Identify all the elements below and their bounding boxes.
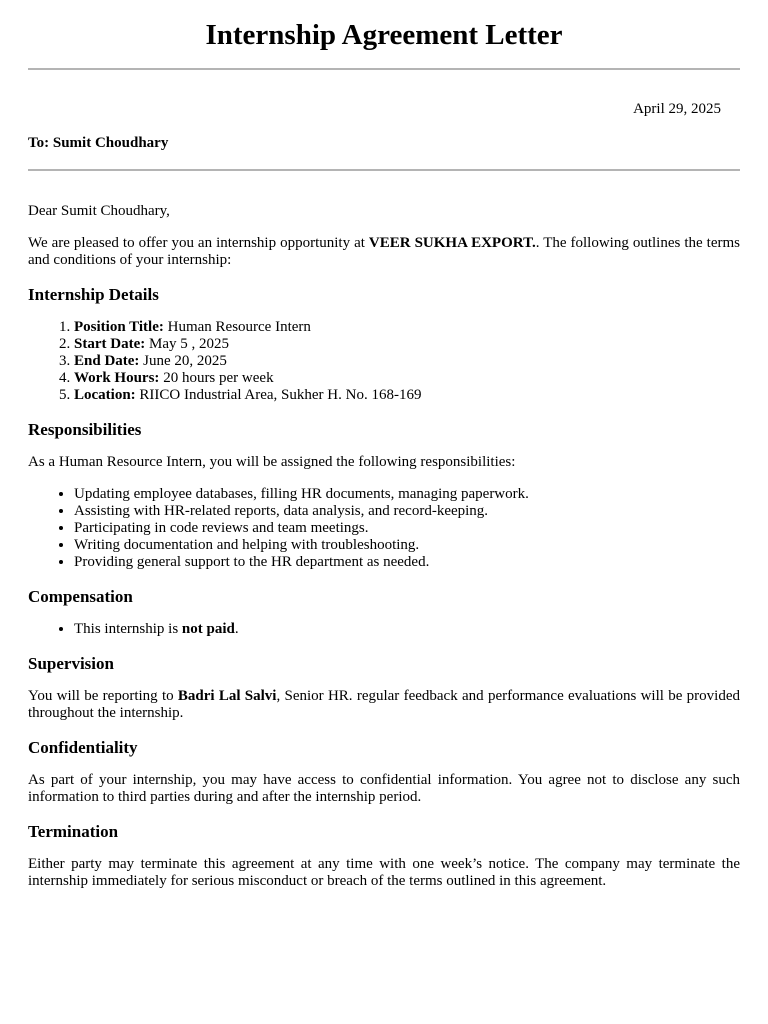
detail-value: June 20, 2025 — [139, 353, 227, 369]
compensation-emphasis: not paid — [181, 621, 235, 637]
termination-heading: Termination — [28, 822, 119, 841]
confidentiality-paragraph: As part of your internship, you may have access to confidential information. You agree not to disclose any such information to third parties during and after the internship period. — [28, 772, 740, 805]
compensation-list — [28, 621, 740, 638]
details-list — [28, 319, 740, 404]
detail-value: May 5 , 2025 — [145, 336, 229, 352]
recipient-line: To: Sumit Choudhary — [28, 135, 169, 151]
supervision-text-after: , Senior HR. regular feedback and performance evaluations will be provided throughout the internship. — [28, 688, 740, 721]
supervision-heading: Supervision — [28, 654, 114, 673]
detail-label: Start Date: — [74, 336, 146, 352]
letter-date: April 29, 2025 — [633, 101, 721, 117]
details-heading: Internship Details — [28, 285, 159, 304]
responsibility-item: • Updating employee databases, filling HR documents, managing paperwork. — [74, 486, 740, 503]
detail-label: Work Hours: — [74, 370, 160, 386]
supervision-paragraph — [28, 688, 740, 722]
intro-text-before: We are pleased to offer you an internship opportunity at — [28, 235, 369, 251]
detail-item — [74, 370, 740, 387]
responsibility-item: • Providing general support to the HR department as needed. — [74, 554, 740, 571]
company-name: VEER SUKHA EXPORT. — [368, 235, 536, 251]
intro-text-after: . The following outlines the terms and conditions of your internship: — [28, 235, 740, 268]
detail-item — [74, 387, 740, 404]
detail-item — [74, 336, 740, 353]
header-divider — [28, 68, 740, 70]
intro-paragraph — [28, 235, 740, 269]
detail-item — [74, 319, 740, 336]
responsibility-item: • Writing documentation and helping with troubleshooting. — [74, 537, 740, 554]
detail-item — [74, 353, 740, 370]
compensation-item — [74, 621, 740, 638]
detail-value: 20 hours per week — [159, 370, 274, 386]
responsibilities-heading: Responsibilities — [28, 420, 142, 439]
responsibilities-list — [28, 486, 740, 571]
document-title: Internship Agreement Letter — [205, 19, 563, 51]
detail-value: RIICO Industrial Area, Sukher H. No. 168-169 — [135, 387, 422, 403]
recipient-divider — [28, 169, 740, 171]
supervisor-name: Badri Lal Salvi — [177, 688, 277, 704]
compensation-text-after: . — [234, 621, 239, 637]
responsibility-item: • Assisting with HR-related reports, data analysis, and record-keeping. — [74, 503, 740, 520]
detail-label: Location: — [74, 387, 136, 403]
salutation: Dear Sumit Choudhary, — [28, 203, 170, 219]
detail-value: Human Resource Intern — [163, 319, 311, 335]
detail-label: End Date: — [74, 353, 140, 369]
supervision-text-before: You will be reporting to — [28, 688, 178, 704]
responsibilities-intro: As a Human Resource Intern, you will be assigned the following responsibilities: — [28, 454, 516, 470]
confidentiality-heading: Confidentiality — [28, 738, 138, 757]
termination-paragraph: Either party may terminate this agreement at any time with one week’s notice. The company may terminate the internship immediately for serious misconduct or breach of the terms outlined in this agreement. — [28, 856, 740, 889]
responsibility-item: • Participating in code reviews and team meetings. — [74, 520, 740, 537]
compensation-heading: Compensation — [28, 587, 133, 606]
compensation-text-before: This internship is — [74, 621, 182, 637]
detail-label: Position Title: — [74, 319, 164, 335]
